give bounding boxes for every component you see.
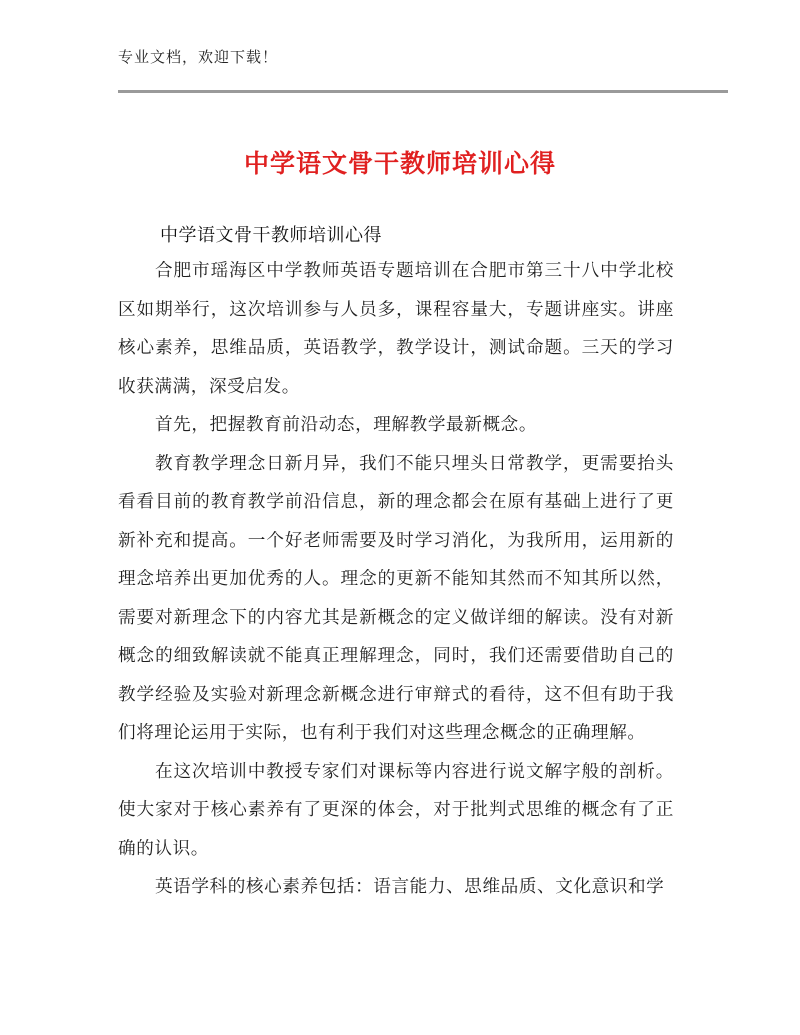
paragraph: 在这次培训中教授专家们对课标等内容进行说文解字般的剖析。使大家对于核心素养有了更深的体会，对于批判式思维的概念有了正确的认识。 xyxy=(118,761,674,859)
document-title: 中学语文骨干教师培训心得 xyxy=(243,149,556,178)
document-body xyxy=(118,252,674,907)
header-divider xyxy=(118,90,728,93)
document-subtitle: 中学语文骨干教师培训心得 xyxy=(160,225,382,246)
paragraph: 教育教学理念日新月异，我们不能只埋头日常教学，更需要抬头看看目前的教育教学前沿信息，新的理念都会在原有基础上进行了更新补充和提高。一个好老师需要及时学习消化，为我所用，运用新的理念培养出更加优秀的人。理念的更新不能知其然而不知其所以然，需要对新理念下的内容尤其是新概念的定义做详细的解读。没有对新概念的细致解读就不能真正理解理念，同时，我们还需要借助自己的教学经验及实验对新理念新概念进行审辩式的看待，这不但有助于我们将理论运用于实际，也有利于我们对这些理念概念的正确理解。 xyxy=(118,453,674,743)
paragraph: 合肥市瑶海区中学教师英语专题培训在合肥市第三十八中学北校区如期举行，这次培训参与人员多，课程容量大，专题讲座实。讲座核心素养，思维品质，英语教学，教学设计，测试命题。三天的学习收获满满，深受启发。 xyxy=(118,261,674,397)
header-note: 专业文档，欢迎下载！ xyxy=(118,48,279,66)
paragraph: 首先，把握教育前沿动态，理解教学最新概念。 xyxy=(154,415,538,435)
paragraph: 英语学科的核心素养包括：语言能力、思维品质、文化意识和学 xyxy=(154,877,665,897)
